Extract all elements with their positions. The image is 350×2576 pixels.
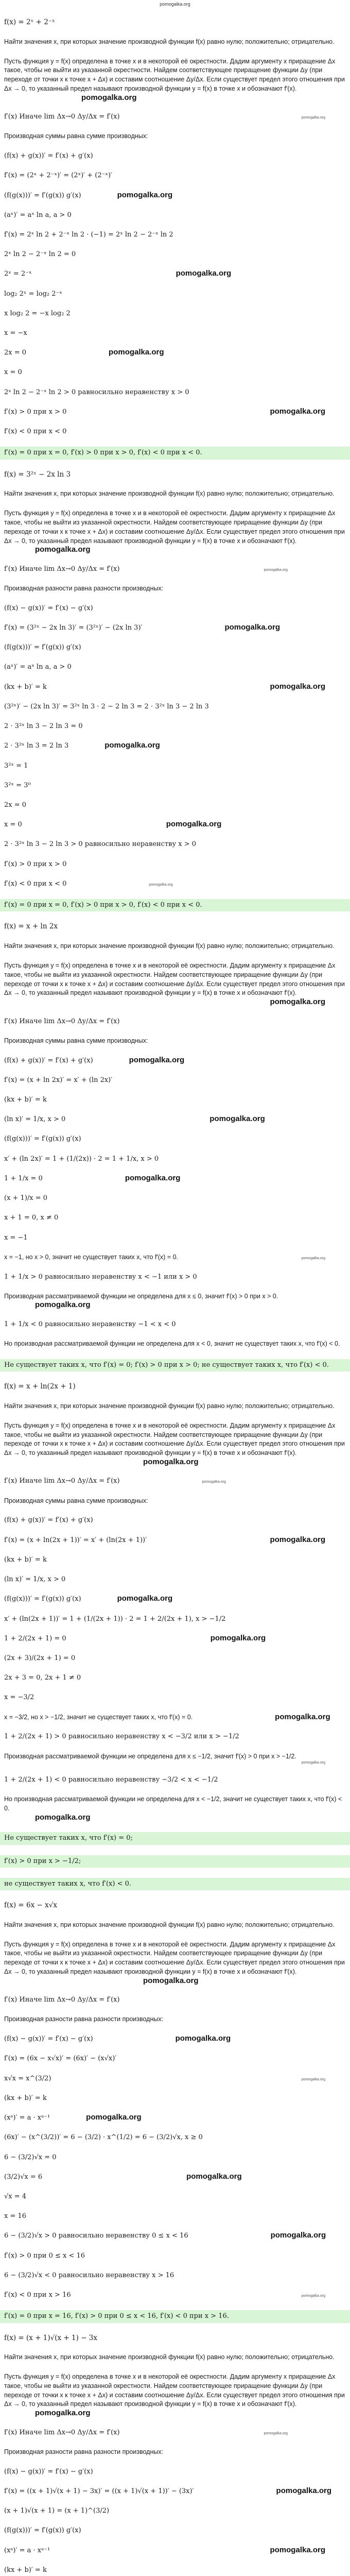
watermark: pomogalka.org [264, 568, 288, 572]
formula-line-row [4, 1076, 346, 1085]
formula-line-row [4, 683, 346, 692]
formula-line: (f(x) + g(x))′ = f′(x) + g′(x) [4, 152, 93, 160]
formula-line-row [4, 2113, 346, 2123]
formula-line: f′(x) = ((x + 1)√(x + 1) − 3x)′ = ((x + 1)√(x + 1))′ − (3x)′ [4, 2487, 194, 2495]
formula-line-row [4, 1673, 346, 1683]
formula-line: x√x = x^(3/2) [4, 2074, 51, 2082]
formula-line-row [4, 1555, 346, 1565]
answer-highlight: Не существует таких x, что f′(x) = 0; f′(x) > 0 при x > 0; не существует таких x, что f′(x) < 0. [4, 1361, 329, 1369]
formula-line: f′(x) > 0 при 0 ≤ x < 16 [4, 2251, 85, 2260]
formula-line-row [4, 1115, 346, 1124]
formula-line: f′(x) Иначе lim Δx→0 Δy/Δx = f′(x) [4, 2428, 120, 2436]
formula-line-row [4, 643, 346, 652]
formula-line-row [4, 565, 346, 574]
answer-highlight: не существует таких x, что f′(x) < 0. [4, 1879, 131, 1888]
formula-line-row [4, 840, 346, 849]
formula-line: 6 − (3/2)√x > 0 равносильно неравенству 0 ≤ x < 16 [4, 2232, 188, 2240]
watermark: pomogalka.org [301, 1761, 325, 1765]
formula-line-row [4, 820, 346, 829]
text-paragraph: Производная суммы равна сумме производных: [4, 1497, 148, 1504]
formula-line: x = −3/2 [4, 1693, 34, 1702]
text-paragraph-row [4, 132, 346, 141]
text-paragraph-row [4, 1752, 346, 1765]
text-paragraph-row [4, 2353, 346, 2362]
formula-line: (kx + b)′ = k [4, 1555, 47, 1564]
formula-line: log₂ 2ˣ = log₂ 2⁻ˣ [4, 290, 62, 298]
text-paragraph-row [4, 1421, 346, 1467]
text-paragraph-row [4, 2372, 346, 2418]
answer-highlight-row [0, 1878, 350, 1890]
formula-line-row [4, 623, 346, 633]
formula-line-row [4, 211, 346, 220]
answer-highlight: f′(x) = 0 при x = 16, f′(x) > 0 при 0 ≤ x < 16, f′(x) < 0 при x > 16. [4, 2312, 229, 2320]
answer-highlight: f′(x) = 0 при x = 0, f′(x) > 0 при x > 0, f′(x) < 0 при x < 0. [4, 901, 202, 909]
formula-line: f′(x) Иначе lim Δx→0 Δy/Δx = f′(x) [4, 1477, 120, 1485]
formula-line: 1 + 1/x > 0 равносильно неравенству x < −1 или x > 0 [4, 1273, 197, 1281]
answer-highlight: f′(x) > 0 при x > −1/2; [4, 1857, 81, 1865]
watermark: pomogalka.org [301, 1256, 325, 1260]
formula-line: 2 · 3²ˣ ln 3 = 2 ln 3 [4, 742, 69, 750]
formula-line-row [4, 2251, 346, 2261]
formula-line: x = 0 [4, 821, 22, 829]
text-paragraph: Но производная рассматриваемой функции не определена для x < 0, значит не существует таких x, что f′(x) < 0. [4, 1340, 340, 1348]
formula-line-row [4, 309, 346, 318]
formula-line: f′(x) Иначе lim Δx→0 Δy/Δx = f′(x) [4, 113, 120, 121]
text-paragraph-row [4, 584, 346, 594]
text-paragraph: x = −3/2, но x > −1/2, значит не существует таких x, что f′(x) = 0. [4, 1713, 193, 1721]
formula-line-row [4, 1775, 346, 1785]
formula-line: 1 + 2/(2x + 1) = 0 [4, 1634, 66, 1642]
text-paragraph: Пусть функция y = f(x) определена в точке x и в некоторой её окрестности. Дадим аргументу x приращение Δx такое, чтобы не выйти из указанной окрестности. Найдем соответствующее приращение функции Δy (при переходе от точки x к точке x + Δx) и составим соотношение Δy/Δx. Если существует предел этого отношения при Δx → 0, то указанный предел называют производной функции y = f(x) в точке x и обозначают f′(x). [4, 1940, 345, 1975]
formula-line-row [4, 2035, 346, 2044]
formula-line-row [4, 1516, 346, 1525]
text-paragraph: Производная суммы равна сумме производных: [4, 132, 148, 140]
formula-line-row [4, 408, 346, 417]
watermark: pomogalka.org [81, 93, 137, 102]
formula-line: f′(x) < 0 при x > 16 [4, 2291, 71, 2299]
text-paragraph-row [4, 1253, 346, 1262]
formula-line-row [4, 2506, 346, 2516]
formula-line: 2x = 0 [4, 801, 27, 809]
text-paragraph: Найти значения x, при которых значение производной функции f(x) равно нулю; положительно; отрицательно. [4, 38, 335, 45]
text-paragraph: Найти значения x, при которых значение производной функции f(x) равно нулю; положительно; отрицательно. [4, 490, 335, 498]
watermark: pomogalka.org [86, 2113, 142, 2122]
formula-line-row [4, 2546, 346, 2555]
formula-line-row [4, 741, 346, 751]
formula-line-row [4, 1056, 346, 1065]
watermark: pomogalka.org [270, 2231, 326, 2240]
watermark: pomogalka.org [125, 1173, 181, 1182]
formula-line-row [4, 1615, 346, 1624]
problem-formula-row [4, 470, 346, 480]
formula-line-row [4, 1233, 346, 1243]
formula-line-row [4, 2566, 346, 2575]
formula-line-row [4, 761, 346, 771]
formula-line: (f(x) − g(x))′ = f′(x) − g′(x) [4, 2035, 93, 2043]
text-paragraph-row [4, 57, 346, 103]
text-paragraph-row [4, 1940, 346, 1986]
text-paragraph-row [4, 1497, 346, 1506]
formula-line-row [4, 2291, 346, 2300]
watermark: pomogalka.org [117, 190, 173, 199]
watermark: pomogalka.org [270, 406, 325, 416]
text-paragraph: x = −1, но x > 0, значит не существует таких x, что f′(x) = 0. [4, 1253, 179, 1261]
formula-line-row [4, 1575, 346, 1584]
formula-line-row [4, 112, 346, 122]
problem-formula-row [4, 1901, 346, 1910]
formula-line: x = −1 [4, 1233, 28, 1242]
formula-line-row [4, 604, 346, 613]
text-paragraph-row [4, 1402, 346, 1411]
formula-line: (f(g(x)))′ = f′(g(x)) g′(x) [4, 191, 81, 199]
formula-line: 1 + 2/(2x + 1) > 0 равносильно неравенству x < −3/2 или x > −1/2 [4, 1733, 239, 1741]
watermark: pomogalka.org [224, 623, 280, 632]
formula-line-row [4, 329, 346, 338]
formula-line: (kx + b)′ = k [4, 2094, 47, 2102]
text-paragraph: Производная разности равна разности производных: [4, 585, 164, 592]
watermark: pomogalka.org [104, 741, 160, 750]
formula-line-row [4, 348, 346, 358]
formula-line: (6x)′ − (x^(3/2))′ = 6 − (3/2) · x^(1/2) = 6 − (3/2)√x, x ≥ 0 [4, 2133, 203, 2142]
problem-formula-row [4, 18, 346, 27]
problem-formula: f(x) = (x + 1)√(x + 1) − 3x [4, 2333, 97, 2342]
formula-line-row [4, 1477, 346, 1486]
formula-line: x = −x [4, 329, 27, 337]
watermark: pomogalka.org [129, 1055, 185, 1064]
formula-line: (f(x) + g(x))′ = f′(x) + g′(x) [4, 1516, 93, 1524]
text-paragraph: Пусть функция y = f(x) определена в точке x и в некоторой её окрестности. Дадим аргументу x приращение Δx такое, чтобы не выйти из указанной окрестности. Найдем соответствующее приращение функции Δy (при переходе от точки x к точке x + Δx) и составим соотношение Δy/Δx. Если существует предел этого отношения при Δx → 0, то указанный предел называют производной функции y = f(x) в точке x и обозначают f′(x). [4, 510, 345, 545]
formula-line-row [4, 1134, 346, 1144]
formula-line-row [4, 1155, 346, 1164]
watermark: pomogalka.org [149, 883, 173, 887]
formula-line-row [4, 2231, 346, 2241]
formula-line: f′(x) < 0 при x < 0 [4, 428, 67, 436]
formula-line: f′(x) Иначе lim Δx→0 Δy/Δx = f′(x) [4, 565, 120, 573]
watermark: pomogalka.org [35, 1812, 91, 1822]
text-paragraph: Пусть функция y = f(x) определена в точке x и в некоторой её окрестности. Дадим аргументу x приращение Δx такое, чтобы не выйти из указанной окрестности. Найдем соответствующее приращение функции Δy (при переходе от точки x к точке x + Δx) и составим соотношение Δy/Δx. Если существует предел этого отношения при Δx → 0, то указанный предел называют производной функции y = f(x) в точке x и обозначают f′(x). [4, 57, 345, 92]
formula-line-row [4, 860, 346, 869]
watermark: pomogalka.org [301, 116, 325, 120]
formula-line-row [4, 368, 346, 377]
text-paragraph: Производная рассматриваемой функции не определена для x ≤ −1/2, значит f′(x) > 0 при x > −1/2. [4, 1752, 296, 1760]
formula-line: (f(g(x)))′ = f′(g(x)) g′(x) [4, 2527, 81, 2535]
text-paragraph: Пусть функция y = f(x) определена в точке x и в некоторой её окрестности. Дадим аргументу x приращение Δx такое, чтобы не выйти из указанной окрестности. Найдем соответствующее приращение функции Δy (при переходе от точки x к точке x + Δx) и составим соотношение Δy/Δx. Если существует предел этого отношения при Δx → 0, то указанный предел называют производной функции y = f(x) в точке x и обозначают f′(x). [4, 2373, 345, 2408]
formula-line: (kx + b)′ = k [4, 2566, 47, 2574]
formula-line: 2ˣ ln 2 − 2⁻ˣ ln 2 > 0 равносильно неравенству x > 0 [4, 388, 189, 396]
formula-line-row [4, 2054, 346, 2063]
text-paragraph-row [4, 961, 346, 1007]
text-paragraph: Найти значения x, при которых значение производной функции f(x) равно нулю; положительно; отрицательно. [4, 1921, 335, 1928]
formula-line-row [4, 151, 346, 161]
formula-line-row [4, 1095, 346, 1105]
watermark: pomogalka.org [301, 2294, 325, 2298]
watermark: pomogalka.org [35, 2409, 91, 2418]
text-paragraph: Найти значения x, при которых значение производной функции f(x) равно нулю; положительно; отрицательно. [4, 1402, 335, 1410]
formula-line: (f(x) − g(x))′ = f′(x) − g′(x) [4, 2467, 93, 2476]
formula-line: (kx + b)′ = k [4, 683, 47, 691]
formula-line-row [4, 388, 346, 397]
formula-line: 2ˣ ln 2 − 2⁻ˣ ln 2 = 0 [4, 250, 76, 259]
formula-line-row [4, 1273, 346, 1282]
formula-line-row [4, 801, 346, 810]
formula-line-row [4, 2271, 346, 2280]
formula-line: 2 · 3²ˣ ln 3 − 2 ln 3 = 0 [4, 722, 83, 731]
problem-formula: f(x) = 6x − x√x [4, 1901, 57, 1910]
formula-line: 1 + 1/x = 0 [4, 1174, 43, 1182]
formula-line: (f(x) + g(x))′ = f′(x) + g′(x) [4, 1056, 93, 1064]
formula-line: x log₂ 2 = −x log₂ 2 [4, 309, 71, 317]
formula-line: x′ + (ln 2x)′ = 1 + (1/(2x)) · 2 = 1 + 1/x, x > 0 [4, 1155, 159, 1163]
formula-line-row [4, 2133, 346, 2142]
formula-line-row [4, 1320, 346, 1329]
formula-line-row [4, 290, 346, 299]
watermark: pomogalka.org [202, 1480, 226, 1484]
watermark: pomogalka.org [117, 1594, 173, 1603]
formula-line-row [4, 1194, 346, 1203]
text-paragraph-row [4, 1037, 346, 1046]
formula-line: (3/2)√x = 6 [4, 2173, 43, 2181]
formula-line-row [4, 722, 346, 731]
formula-line: x = 0 [4, 368, 22, 377]
formula-line: 2 · 3²ˣ ln 3 − 2 ln 3 > 0 равносильно неравенству x > 0 [4, 840, 197, 849]
formula-line-row [4, 2526, 346, 2535]
formula-line-row [4, 2153, 346, 2162]
problem-formula-row [4, 1382, 346, 1392]
text-paragraph-row [4, 38, 346, 47]
answer-highlight-row [0, 447, 350, 459]
formula-line: (kx + b)′ = k [4, 1095, 47, 1104]
formula-line: f′(x) = (x + ln 2x)′ = x′ + (ln 2x)′ [4, 1076, 113, 1084]
formula-line-row [4, 1693, 346, 1702]
formula-line: x = 16 [4, 2212, 27, 2221]
formula-line-row [4, 1536, 346, 1545]
formula-line: (3²ˣ)′ − (2x ln 3)′ = 3²ˣ ln 3 · 2 − 2 ln 3 = 2 · 3²ˣ ln 3 − 2 ln 3 [4, 702, 209, 710]
watermark: pomogalka.org [210, 1633, 266, 1642]
formula-line: (ln x)′ = 1/x, x > 0 [4, 1575, 66, 1584]
formula-line-row [4, 2173, 346, 2182]
text-paragraph-row [4, 2015, 346, 2024]
formula-line: (f(g(x)))′ = f′(g(x)) g′(x) [4, 1595, 81, 1603]
formula-line-row [4, 1995, 346, 2005]
watermark: pomogalka.org [301, 2077, 325, 2081]
watermark: pomogalka.org [270, 997, 325, 1006]
watermark: pomogalka.org [35, 1300, 91, 1310]
text-paragraph-row [4, 1795, 346, 1822]
watermark: pomogalka.org [166, 820, 222, 829]
watermark: pomogalka.org [176, 269, 232, 278]
formula-line: 2x + 3 = 0, 2x + 1 ≠ 0 [4, 1674, 81, 1682]
watermark: pomogalka.org [175, 2034, 231, 2043]
formula-line-row [4, 2428, 346, 2437]
formula-line: (x + 1)/x = 0 [4, 1194, 48, 1202]
text-paragraph: Производная разности равна разности производных: [4, 2015, 164, 2023]
text-paragraph-row [4, 1292, 346, 1310]
formula-line-row [4, 191, 346, 200]
formula-line: f′(x) = (3²ˣ − 2x ln 3)′ = (3²ˣ)′ − (2x ln 3)′ [4, 624, 143, 632]
formula-line: 3²ˣ = 3⁰ [4, 781, 31, 789]
formula-line-row [4, 2212, 346, 2221]
formula-line-row [4, 2074, 346, 2083]
formula-line: f′(x) < 0 при x < 0 [4, 879, 67, 888]
problem-formula: f(x) = 2ˣ + 2⁻ˣ [4, 18, 55, 26]
text-paragraph: Но производная рассматриваемой функции не определена для x < −1/2, значит не существует таких x, что f′(x) < 0. [4, 1795, 342, 1812]
formula-line-row [4, 1213, 346, 1223]
formula-line: (xᵃ)′ = a · xᵃ⁻¹ [4, 2114, 50, 2122]
formula-line: f′(x) = (x + ln(2x + 1))′ = x′ + (ln(2x + 1))′ [4, 1536, 147, 1544]
watermark: pomogalka.org [270, 682, 325, 691]
text-paragraph-row [4, 942, 346, 951]
answer-highlight: Не существует таких x, что f′(x) = 0; [4, 1834, 133, 1842]
formula-line: f′(x) > 0 при x > 0 [4, 860, 67, 868]
formula-line: x′ + (ln(2x + 1))′ = 1 + (1/(2x + 1)) · 2 = 1 + 2/(2x + 1), x > −1/2 [4, 1615, 226, 1623]
watermark: pomogalka.org [276, 2486, 332, 2495]
watermark: pomogalka.org [143, 1976, 199, 1985]
answer-highlight-row [0, 2310, 350, 2323]
formula-line-row [4, 702, 346, 711]
formula-line-row [4, 230, 346, 240]
formula-line-row [4, 1017, 346, 1026]
watermark: pomogalka.org [186, 2172, 242, 2181]
text-paragraph-row [4, 509, 346, 554]
formula-line: 1 + 2/(2x + 1) < 0 равносильно неравенству −3/2 < x < −1/2 [4, 1776, 218, 1784]
answer-highlight: f′(x) = 0 при x = 0, f′(x) > 0 при x > 0, f′(x) < 0 при x < 0. [4, 449, 202, 457]
formula-line-row [4, 250, 346, 259]
watermark: pomogalka.org [143, 1457, 199, 1466]
formula-line-row [4, 2094, 346, 2103]
formula-line-row [4, 2467, 346, 2477]
formula-line: (xᵃ)′ = a · xᵃ⁻¹ [4, 2546, 50, 2554]
formula-line-row [4, 269, 346, 279]
problem-formula-row [4, 2333, 346, 2343]
formula-line: f′(x) = (2ˣ + 2⁻ˣ)′ = (2ˣ)′ + (2⁻ˣ)′ [4, 172, 112, 180]
text-paragraph-row [4, 1340, 346, 1349]
answer-highlight-row [0, 1855, 350, 1868]
formula-line: (aˣ)′ = aˣ ln a, a > 0 [4, 663, 72, 671]
formula-line-row [4, 171, 346, 180]
formula-line: 1 + 1/x < 0 равносильно неравенству −1 < x < 0 [4, 1320, 176, 1328]
formula-line: f′(x) Иначе lim Δx→0 Δy/Δx = f′(x) [4, 1017, 120, 1025]
formula-line: √x = 4 [4, 2193, 27, 2200]
answer-highlight-row [0, 1359, 350, 1371]
formula-line: (2x + 3)/(2x + 1) = 0 [4, 1654, 76, 1662]
problem-formula: f(x) = 3²ˣ − 2x ln 3 [4, 470, 71, 479]
formula-line: f′(x) Иначе lim Δx→0 Δy/Δx = f′(x) [4, 1996, 120, 2004]
formula-line: (aˣ)′ = aˣ ln a, a > 0 [4, 211, 72, 219]
formula-line: 2x = 0 [4, 349, 27, 357]
formula-line-row [4, 2487, 346, 2496]
formula-line: (f(g(x)))′ = f′(g(x)) g′(x) [4, 1135, 81, 1143]
text-paragraph: Производная суммы равна сумме производных: [4, 1037, 148, 1044]
watermark: pomogalka.org [35, 545, 91, 554]
formula-line-row [4, 1595, 346, 1604]
text-paragraph: Пусть функция y = f(x) определена в точке x и в некоторой её окрестности. Дадим аргументу x приращение Δx такое, чтобы не выйти из указанной окрестности. Найдем соответствующее приращение функции Δy (при переходе от точки x к точке x + Δx) и составим соотношение Δy/Δx. Если существует предел этого отношения при Δx → 0, то указанный предел называют производной функции y = f(x) в точке x и обозначают f′(x). [4, 1421, 345, 1457]
formula-line: 3²ˣ = 1 [4, 761, 28, 770]
text-paragraph: Производная разности равна разности производных: [4, 2448, 164, 2455]
text-paragraph-row [4, 1921, 346, 1930]
site-logo: pomogalka.org [160, 2, 190, 7]
text-paragraph: Найти значения x, при которых значение производной функции f(x) равно нулю; положительно; отрицательно. [4, 2353, 335, 2361]
watermark: pomogalka.org [109, 348, 164, 357]
formula-line: 6 − (3/2)√x = 0 [4, 2153, 57, 2161]
formula-line: f′(x) > 0 при x > 0 [4, 408, 67, 416]
text-paragraph-row [4, 1713, 346, 1722]
text-paragraph-row [4, 489, 346, 499]
formula-line-row [4, 1654, 346, 1663]
watermark: pomogalka.org [275, 1712, 330, 1721]
problem-formula: f(x) = x + ln 2x [4, 922, 58, 931]
formula-line-row [4, 1634, 346, 1643]
formula-line-row [4, 879, 346, 889]
problem-formula-row [4, 922, 346, 931]
problem-formula: f(x) = x + ln(2x + 1) [4, 1382, 76, 1391]
watermark: pomogalka.org [209, 1114, 265, 1124]
formula-line-row [4, 2192, 346, 2201]
formula-line: 6 − (3/2)√x < 0 равносильно неравенству x > 16 [4, 2271, 174, 2279]
formula-line-row [4, 781, 346, 790]
text-paragraph: Пусть функция y = f(x) определена в точке x и в некоторой её окрестности. Дадим аргументу x приращение Δx такое, чтобы не выйти из указанной окрестности. Найдем соответствующее приращение функции Δy (при переходе от точки x к точке x + Δx) и составим соотношение Δy/Δx. Если существует предел этого отношения при Δx → 0, то указанный предел называют производной функции y = f(x) в точке x и обозначают f′(x). [4, 962, 345, 997]
watermark: pomogalka.org [270, 2545, 325, 2554]
formula-line: (f(g(x)))′ = f′(g(x)) g′(x) [4, 643, 81, 652]
formula-line: (f(x) − g(x))′ = f′(x) − g′(x) [4, 604, 93, 612]
text-paragraph: Производная рассматриваемой функции не определена для x ≤ 0, значит f′(x) > 0 при x > 0. [4, 1292, 278, 1300]
formula-line: f′(x) = (6x − x√x)′ = (6x)′ − (x√x)′ [4, 2055, 117, 2063]
formula-line-row [4, 663, 346, 672]
answer-highlight-row [0, 899, 350, 911]
formula-line: (x + 1)√(x + 1) = (x + 1)^(3/2) [4, 2507, 110, 2515]
text-paragraph-row [4, 2448, 346, 2457]
formula-line-row [4, 1174, 346, 1183]
watermark: pomogalka.org [270, 1535, 325, 1544]
answer-highlight-row [0, 1832, 350, 1844]
formula-line: (ln x)′ = 1/x, x > 0 [4, 1115, 66, 1124]
formula-line: x + 1 = 0, x ≠ 0 [4, 1214, 59, 1222]
formula-line-row [4, 427, 346, 436]
watermark: pomogalka.org [264, 2431, 288, 2435]
text-paragraph: Найти значения x, при которых значение производной функции f(x) равно нулю; положительно; отрицательно. [4, 942, 335, 950]
formula-line-row [4, 1732, 346, 1741]
formula-line: f′(x) = 2ˣ ln 2 + 2⁻ˣ ln 2 · (−1) = 2ˣ ln 2 − 2⁻ˣ ln 2 [4, 230, 173, 239]
formula-line: 2ˣ = 2⁻ˣ [4, 270, 32, 278]
